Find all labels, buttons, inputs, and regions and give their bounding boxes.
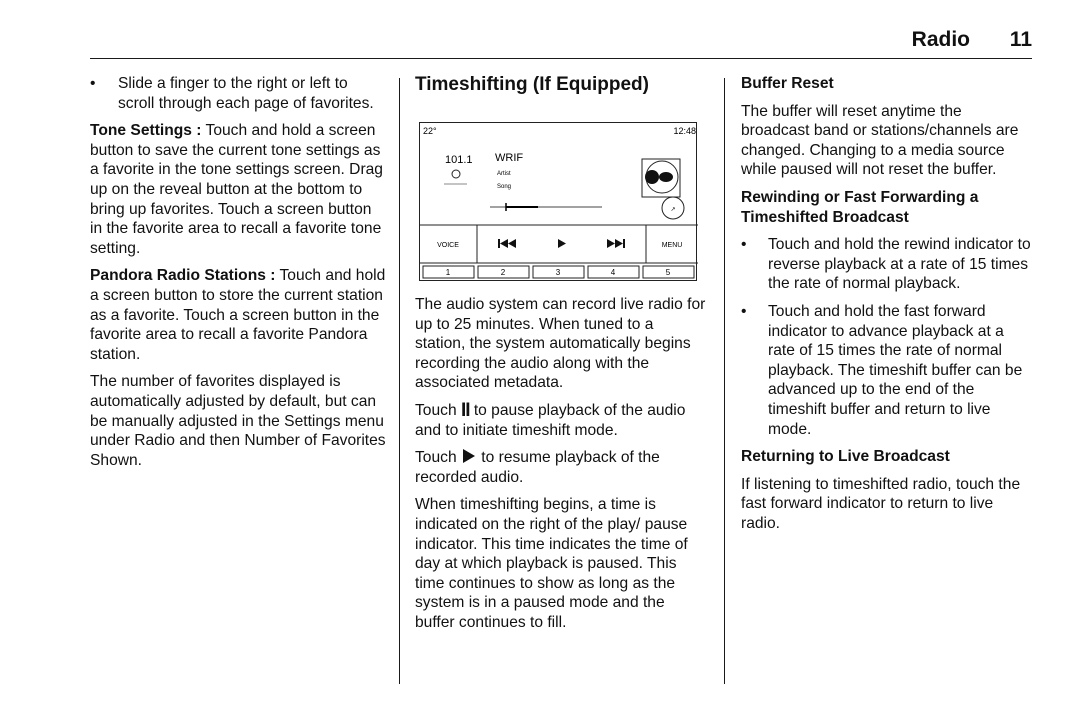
section-title: Radio	[911, 28, 970, 51]
station-logo-icon	[452, 170, 460, 178]
page-header	[90, 26, 1032, 59]
fast-forward-icon[interactable]	[607, 239, 625, 248]
rewind-heading: Rewinding or Fast Forwarding a Timeshifted Broadcast	[741, 188, 979, 226]
tone-settings-text: Touch and hold a screen button to save the current tone settings as a favorite in the tone settings screen. Drag up on the reveal button at the bottom to bring up favorites. Touch a screen button in the favorite area to recall a favorite tone setting.	[90, 122, 383, 257]
column-divider	[399, 78, 400, 684]
column-middle	[415, 74, 707, 641]
resume-paragraph	[415, 448, 707, 487]
column-left	[90, 74, 386, 478]
pandora-paragraph	[90, 266, 386, 364]
preset-label: 4	[610, 268, 616, 277]
pause-post: to pause playback of the audio and to initiate timeshift mode.	[415, 401, 686, 439]
play-post: to resume playback of the recorded audio.	[415, 449, 660, 486]
page-number: 11	[1009, 28, 1032, 51]
list-item	[90, 74, 386, 113]
bullet-dot: •	[741, 236, 747, 254]
play-triangle-icon	[463, 449, 475, 463]
preset-label: 1	[445, 268, 451, 277]
album-art-shape	[659, 172, 673, 182]
tone-settings-paragraph	[90, 121, 386, 258]
screen-temperature: 22°	[423, 126, 437, 136]
bullet-dot: •	[90, 75, 96, 92]
radio-screen-drawing	[420, 123, 698, 282]
screen-artist: Artist	[497, 171, 511, 177]
timeshifting-heading: Timeshifting (If Equipped)	[415, 74, 649, 95]
pandora-label: Pandora Radio Stations :	[90, 267, 276, 285]
live-broadcast-heading: Returning to Live Broadcast	[741, 448, 950, 466]
bullet-text: Touch and hold the rewind indicator to reverse playback at a rate of 15 times the rate of normal playback.	[768, 236, 1031, 293]
bullet-text: Touch and hold the fast forward indicator to advance playback at a rate of 15 times the rate of normal playback. The timeshift buffer can be advanced up to the end of the timeshift buffer and return to live mode.	[768, 302, 1023, 438]
list-item	[741, 302, 1033, 439]
tone-settings-label: Tone Settings :	[90, 122, 202, 140]
pause-icon: II	[460, 399, 470, 421]
screen-station: WRIF	[495, 152, 524, 164]
column-divider	[724, 78, 725, 684]
buffer-reset-heading: Buffer Reset	[741, 75, 834, 92]
screen-clock: 12:48	[673, 126, 696, 136]
play-icon[interactable]	[558, 239, 566, 248]
pause-pre: Touch	[415, 401, 461, 419]
preset-buttons	[423, 266, 694, 278]
voice-button[interactable]: VOICE	[437, 242, 459, 249]
menu-button[interactable]: MENU	[661, 242, 683, 249]
preset-label: 3	[555, 268, 561, 277]
favorites-paragraph: The number of favorites displayed is automatically adjusted by default, but can be manually adjusted in the Settings menu under Radio and then Number of Favorites Shown.	[90, 373, 386, 469]
album-art-dot	[645, 170, 659, 184]
pause-paragraph	[415, 401, 707, 440]
rewind-icon[interactable]	[498, 239, 516, 248]
bullet-text: Slide a finger to the right or left to scroll through each page of favorites.	[118, 75, 374, 112]
bullet-dot: •	[741, 302, 747, 320]
timeshift-time-paragraph: When timeshifting begins, a time is indicated on the right of the play/ pause indicator. This time indicates the time of day at which playback is paused. This time continues to show as long as the system is in a paused mode and the buffer continues to fill.	[415, 496, 688, 631]
screen-frequency: 101.1	[445, 154, 473, 166]
screen-song: Song	[497, 184, 512, 190]
preset-label: 2	[500, 268, 506, 277]
live-broadcast-text: If listening to timeshifted radio, touch the fast forward indicator to return to live radio.	[741, 475, 1021, 532]
play-pre: Touch	[415, 449, 461, 467]
preset-label: 5	[665, 268, 671, 277]
buffer-reset-text: The buffer will reset anytime the broadcast band or stations/channels are changed. Changing to a media source while paused will not reset the buffer.	[741, 102, 1019, 179]
pandora-text: Touch and hold a screen button to store the current station as a favorite. Touch a screen button in the favorite area to recall a favorite Pandora station.	[90, 267, 386, 363]
column-right	[741, 74, 1033, 541]
radio-screen-illustration	[419, 122, 697, 281]
list-item	[741, 235, 1033, 294]
svg-text:↗: ↗	[670, 207, 676, 213]
record-paragraph: The audio system can record live radio for up to 25 minutes. When tuned to a station, the system automatically begins recording the audio along with the associated metadata.	[415, 296, 706, 392]
